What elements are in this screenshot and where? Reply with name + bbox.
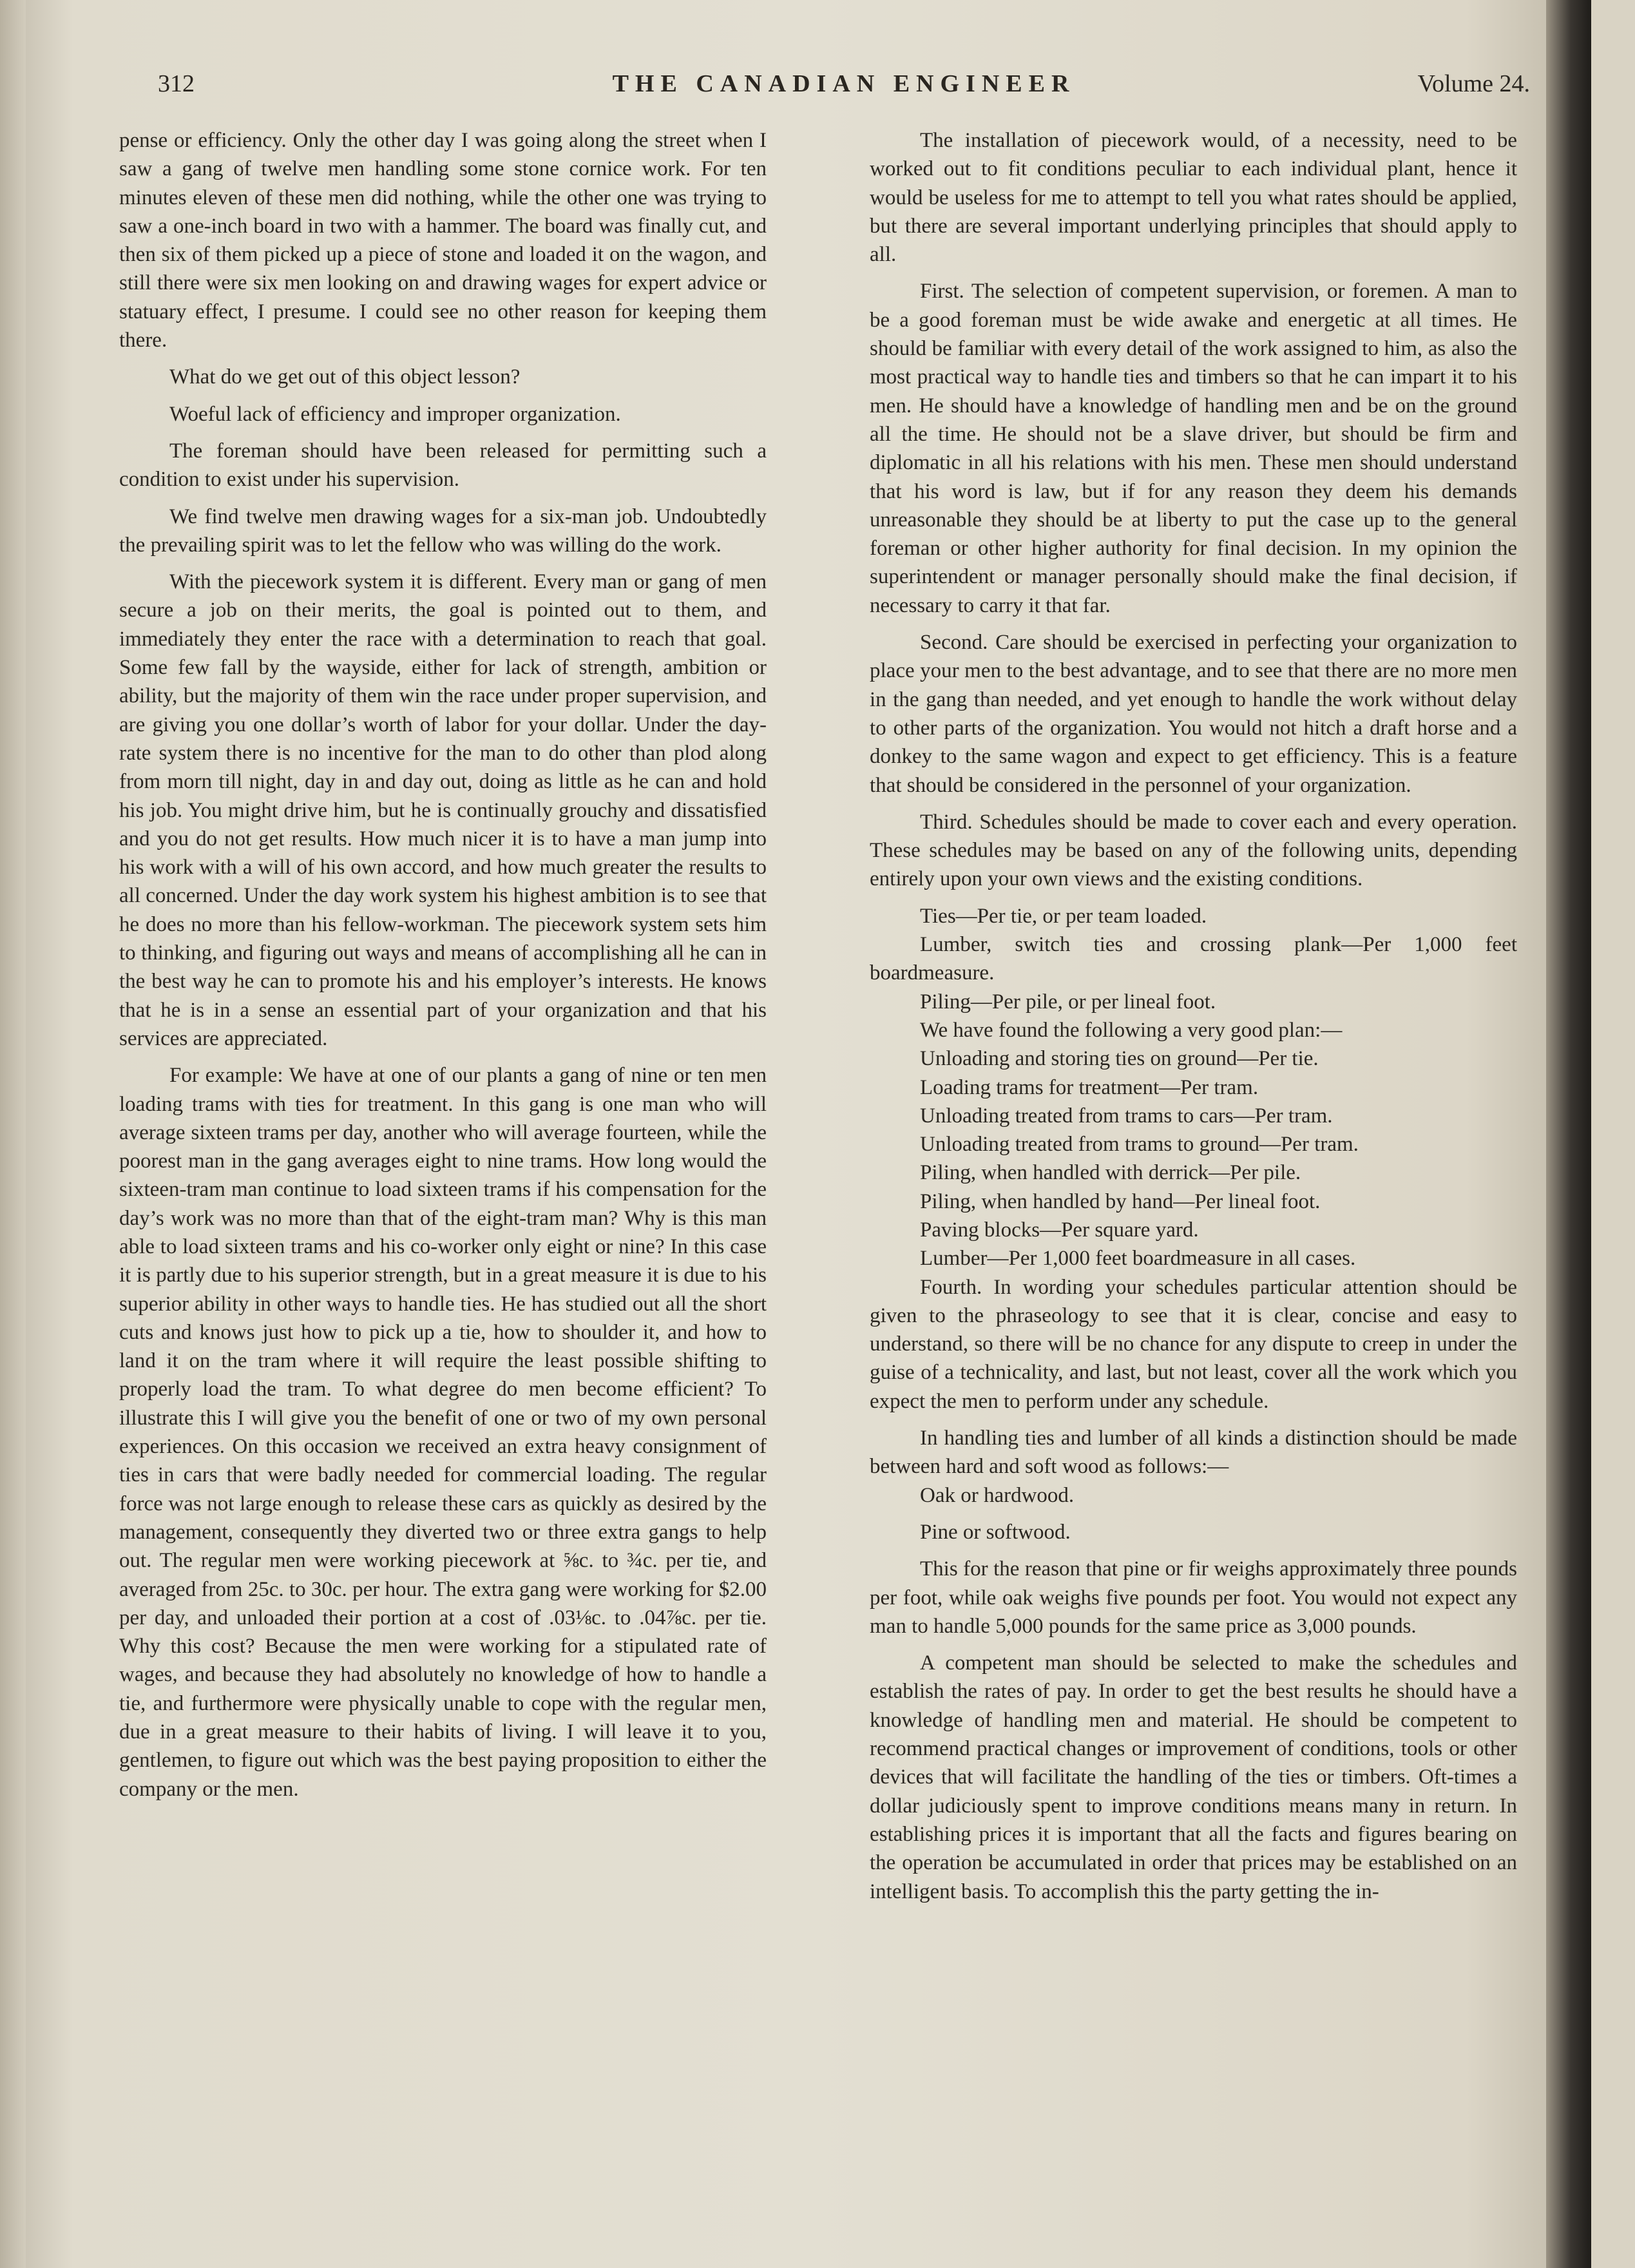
volume-label: Volume 24. (1417, 70, 1530, 97)
list-item: Piling, when handled with derrick—Per pile. (920, 1161, 1301, 1185)
paragraph: Fourth. In wording your schedules particular attention should be given to the phraseology to see that it is clear, concise and easy to understand, so there will be no chance for any dispute to creep in under the guise of a technicality, and last, but not least, cover all the work which you expect the men to perform under any schedule. (870, 1275, 1517, 1413)
paragraph: What do we get out of this object lesson? (169, 365, 521, 389)
list-item: Lumber, switch ties and crossing plank—Per 1,000 feet boardmeasure. (870, 933, 1517, 985)
running-header (158, 70, 1530, 108)
page-number: 312 (158, 70, 195, 97)
paragraph: Woeful lack of efficiency and improper organization. (169, 402, 621, 426)
book-binding-edge (1546, 0, 1591, 2268)
paragraph: The installation of piecework would, of a necessity, need to be worked out to fit conditions peculiar to each individual plant, hence it would be useless for me to attempt to tell you what rates should be applied, but there are several important underlying principles that should apply to all. (870, 129, 1517, 267)
list-item: Piling—Per pile, or per lineal foot. (920, 990, 1216, 1014)
paragraph: For example: We have at one of our plants a gang of nine or ten men loading trams with ties for treatment. In this gang is one man who will average sixteen trams per day, another who will average fourteen, while the poorest man in the gang averages eight to nine trams. How long would the sixteen-tram man continue to load sixteen trams if his compensation for the day’s work was no more than that of the eight-tram man? Why is this man able to load sixteen trams and his co-worker only eight or nine? In this case it is partly due to his superior strength, but in a great measure it is due to his superior ability in other ways to handle ties. He has studied out all the short cuts and knows just how to pick up a tie, how to shoulder it, and how to land it on the tram where it will require the least possible shifting to properly load the tram. To what degree do men become efficient? To illustrate this I will give you the benefit of one or two of my own personal experiences. On this occasion we received an extra heavy consignment of ties in cars that were badly needed for commercial loading. The regular force was not large enough to release these cars as quickly as desired by the management, consequently they diverted two or three extra gangs to help out. The regular men were working piecework at ⅝c. to ¾c. per tie, and averaged from 25c. to 30c. per hour. The extra gang were working for $2.00 per day, and unloaded their portion at a cost of .03⅛c. to .04⅞c. per tie. Why this cost? Because the men were working for a stipulated rate of wages, and because they had absolutely no knowledge of how to handle a tie, and furthermore were physically unable to cope with the regular men, due in a great measure to their habits of living. I will leave it to you, gentlemen, to figure out which was the best paying proposition to either the company or the men. (119, 1064, 767, 1801)
left-column (119, 126, 767, 1803)
right-column (870, 126, 1517, 1906)
journal-title: THE CANADIAN ENGINEER (612, 70, 1076, 97)
paragraph: A competent man should be selected to make the schedules and establish the rates of pay. In order to get the best results he should have a knowledge of handling men and material. He should be competent to recommend practical changes or improvement of conditions, tools or other devices that will facilitate the handling of the ties or timbers. Oft-times a dollar judiciously spent to improve conditions means many in return. In establishing prices it is important that all the facts and figures bearing on the operation be accumulated in order that prices may be established on an intelligent basis. To accomplish this the party getting the in- (870, 1651, 1517, 1903)
paragraph: In handling ties and lumber of all kinds a distinction should be made between hard and soft wood as follows:— (870, 1427, 1517, 1479)
list-item: Unloading treated from trams to ground—Per tram. (920, 1133, 1359, 1157)
list-item: We have found the following a very good plan:— (920, 1018, 1343, 1042)
list-item: Pine or softwood. (920, 1520, 1071, 1544)
paragraph: The foreman should have been released for permitting such a condition to exist under his supervision. (119, 439, 767, 492)
list-item: Loading trams for treatment—Per tram. (920, 1075, 1259, 1099)
page-gutter-left (0, 0, 26, 2268)
list-item: Unloading treated from trams to cars—Per tram. (920, 1104, 1333, 1128)
list-item: Paving blocks—Per square yard. (920, 1218, 1199, 1242)
paragraph: pense or efficiency. Only the other day I was going along the street when I saw a gang of twelve men handling some stone cornice work. For ten minutes eleven of these men did nothing, while the other one was trying to saw a one-inch board in two with a hammer. The board was finally cut, and then six of them picked up a piece of stone and loaded it on the wagon, and still there were six men looking on and drawing wages for expert advice or statuary effect, I presume. I could see no other reason for keeping them there. (119, 129, 767, 352)
list-item: Unloading and storing ties on ground—Per tie. (920, 1047, 1319, 1071)
paragraph: With the piecework system it is different. Every man or gang of men secure a job on their merits, the goal is pointed out to them, and immediately they enter the race with a determination to reach that goal. Some few fall by the wayside, either for lack of strength, ambition or ability, but the majority of them win the race under proper supervision, and are giving you one dollar’s worth of labor for your dollar. Under the day-rate system there is no incentive for the man to do other than plod along from morn till night, day in and day out, doing as little as he can and hold his job. You might drive him, but he is continually grouchy and dissatisfied and you do not get results. How much nicer it is to have a man jump into his work with a will of his own accord, and how much greater the results to all concerned. Under the day work system his highest ambition is to see that he does no more than his fellow-workman. The piecework system sets him to thinking, and figuring out ways and means of accomplishing all he can in the best way he can to promote his and his employer’s interests. He knows that he is in a sense an essential part of your organization and that his services are appreciated. (119, 570, 767, 1050)
list-item: Ties—Per tie, or per team loaded. (920, 904, 1207, 928)
paragraph: Third. Schedules should be made to cover each and every operation. These schedules may be based on any of the following units, depending entirely upon your own views and the existing conditions. (870, 810, 1517, 891)
paragraph: Second. Care should be exercised in perfecting your organization to place your men to the best advantage, and to see that there are no more men in the gang than needed, and yet enough to handle the work without delay to other parts of the organization. You would not hitch a draft horse and a donkey to the same wagon and expect to get efficiency. This is a feature that should be considered in the personnel of your organization. (870, 631, 1517, 797)
paragraph: First. The selection of competent supervision, or foremen. A man to be a good foreman must be wide awake and energetic at all times. He should be familiar with every detail of the work assigned to him, as also the most practical way to handle ties and timbers so that he can impart it to his men. He should have a knowledge of handling men and be on the ground all the time. He should not be a slave driver, but should be firm and diplomatic in all his relations with his men. These men should understand that his word is law, but if for any reason they deem his demands unreasonable they should be at liberty to put the case up to the general foreman or other higher authority for final decision. In my opinion the superintendent or manager personally should make the final decision, if necessary to carry it that far. (870, 280, 1517, 617)
list-item: Piling, when handled by hand—Per lineal foot. (920, 1189, 1321, 1213)
paragraph: This for the reason that pine or fir weighs approximately three pounds per foot, while oak weighs five pounds per foot. You would not expect any man to handle 5,000 pounds for the same price as 3,000 pounds. (870, 1557, 1517, 1638)
paragraph: We find twelve men drawing wages for a six-man job. Undoubtedly the prevailing spirit was to let the fellow who was willing do the work. (119, 505, 767, 557)
list-item: Lumber—Per 1,000 feet boardmeasure in all cases. (920, 1247, 1356, 1271)
list-item: Oak or hardwood. (920, 1483, 1075, 1507)
